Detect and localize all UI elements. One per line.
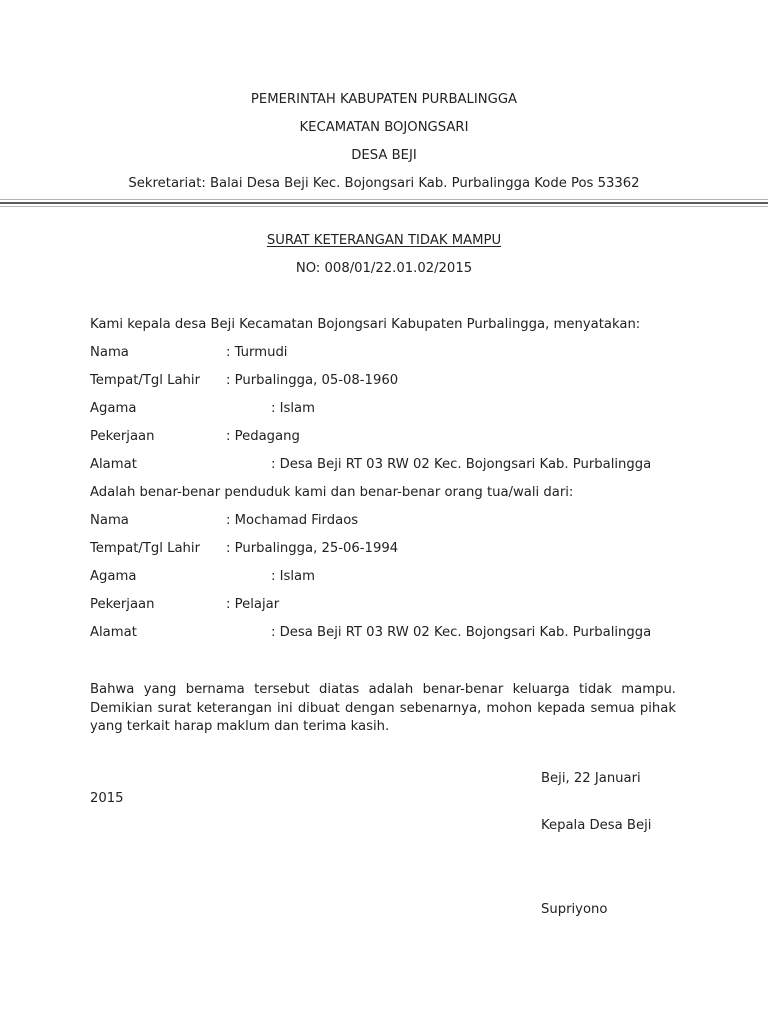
- parent-name-value: : Turmudi: [226, 345, 288, 360]
- parent-job-label: Pekerjaan: [90, 429, 155, 444]
- parent-name-label: Nama: [90, 345, 129, 360]
- parent-birth-value: : Purbalingga, 05-08-1960: [226, 373, 399, 388]
- signature-position: Kepala Desa Beji: [541, 818, 652, 833]
- letterhead-address: Sekretariat: Balai Desa Beji Kec. Bojongsari Kab. Purbalingga Kode Pos 53362: [128, 176, 640, 191]
- child-birth-label: Tempat/Tgl Lahir: [90, 541, 200, 556]
- letter-number: NO: 008/01/22.01.02/2015: [295, 261, 473, 276]
- child-address-label: Alamat: [90, 625, 137, 640]
- child-address-value: : Desa Beji RT 03 RW 02 Kec. Bojongsari Kab. Purbalingga: [271, 625, 652, 640]
- parent-birth-label: Tempat/Tgl Lahir: [90, 373, 200, 388]
- signature-name: Supriyono: [541, 902, 608, 917]
- child-job-value: : Pelajar: [226, 597, 280, 612]
- letter-title: SURAT KETERANGAN TIDAK MAMPU: [266, 233, 502, 248]
- letterhead-divider-main: [0, 202, 768, 204]
- letterhead-divider-bottom: [0, 206, 768, 207]
- letterhead-government: PEMERINTAH KABUPATEN PURBALINGGA: [250, 92, 518, 107]
- signature-year: 2015: [90, 791, 124, 806]
- middle-statement: Adalah benar-benar penduduk kami dan benar-benar orang tua/wali dari:: [90, 485, 574, 500]
- child-religion-value: : Islam: [271, 569, 315, 584]
- child-religion-label: Agama: [90, 569, 137, 584]
- child-name-label: Nama: [90, 513, 129, 528]
- parent-religion-label: Agama: [90, 401, 137, 416]
- parent-religion-value: : Islam: [271, 401, 315, 416]
- letterhead-divider-top: [0, 199, 768, 200]
- letterhead-district: KECAMATAN BOJONGSARI: [299, 120, 469, 135]
- parent-job-value: : Pedagang: [226, 429, 300, 444]
- parent-address-value: : Desa Beji RT 03 RW 02 Kec. Bojongsari Kab. Purbalingga: [271, 457, 652, 472]
- letterhead-village: DESA BEJI: [351, 148, 417, 163]
- parent-address-label: Alamat: [90, 457, 137, 472]
- signature-place-date: Beji, 22 Januari: [541, 771, 641, 786]
- child-job-label: Pekerjaan: [90, 597, 155, 612]
- closing-paragraph: Bahwa yang bernama tersebut diatas adalah benar-benar keluarga tidak mampu. Demikian surat keterangan ini dibuat dengan sebenarnya, mohon kepada semua pihak yang terkait harap maklum dan terima kasih.: [90, 682, 676, 734]
- child-name-value: : Mochamad Firdaos: [226, 513, 359, 528]
- intro-statement: Kami kepala desa Beji Kecamatan Bojongsari Kabupaten Purbalingga, menyatakan:: [90, 317, 641, 332]
- child-birth-value: : Purbalingga, 25-06-1994: [226, 541, 399, 556]
